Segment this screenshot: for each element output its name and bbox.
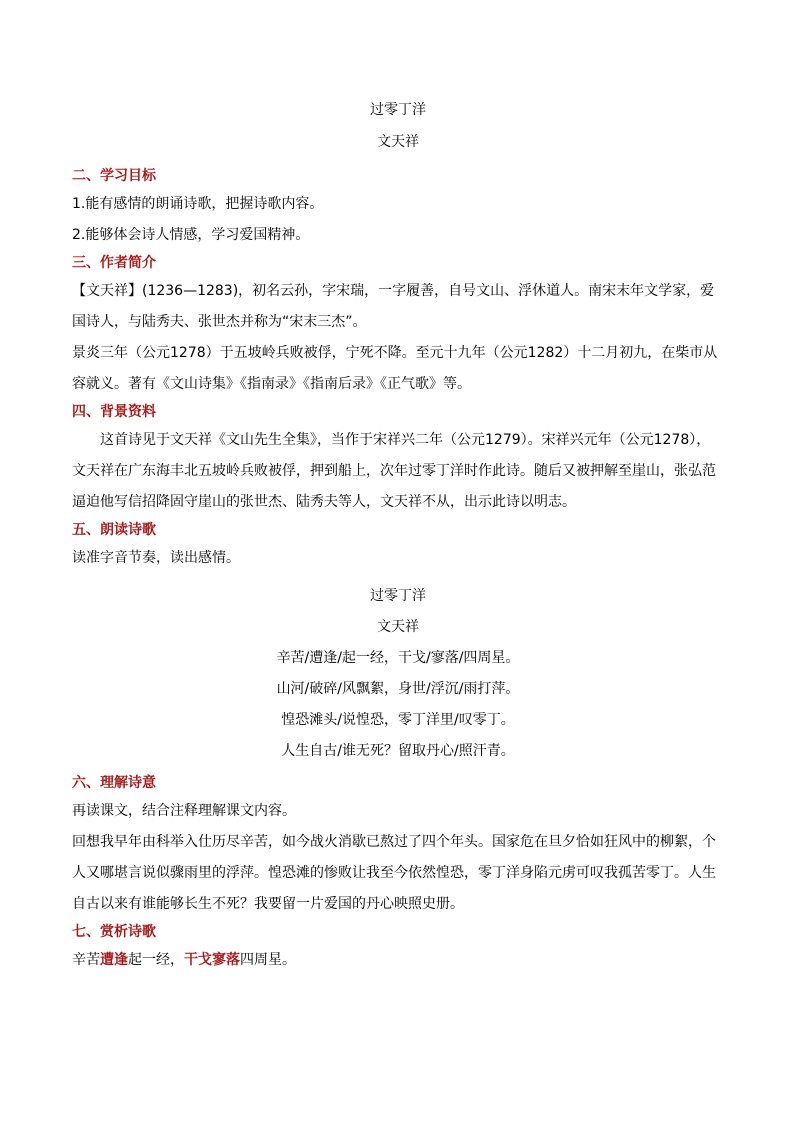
understand-instruction: 再读课文，结合注释理解课文内容。 [72, 803, 296, 819]
section-heading-appreciate: 七、赏析诗歌 [72, 924, 156, 940]
reading-instruction: 读准字音节奏，读出感情。 [72, 550, 240, 566]
goal-item: 1.能有感情的朗诵诗歌，把握诗歌内容。 [72, 196, 324, 212]
translation-paragraph: 回想我早年由科举入仕历尽辛苦，如今战火消歇已熬过了四个年头。国家危在旦夕恰如狂风中的柳絮，个人又哪堪言说似骤雨里的浮萍。惶恐滩的惨败让我至今依然惶恐，零丁洋身陷元虏可叹我孤苦零丁。人生自古以来有谁能够长生不死？我要留一片爱国的丹心映照史册。 [72, 834, 716, 912]
intro-paragraph: 【文天祥】(1236—1283)，初名云孙，字宋瑞，一字履善，自号文山、浮休道人。南宋末年文学家，爱国诗人，与陆秀夫、张世杰并称为“宋末三杰”。 [72, 283, 715, 330]
section-heading-intro: 三、作者简介 [72, 255, 156, 271]
section-heading-reading: 五、朗读诗歌 [72, 522, 156, 538]
line-text: 起一经， [128, 952, 184, 968]
highlight-word: 干戈寥落 [184, 952, 240, 968]
section-heading-goals: 二、学习目标 [72, 168, 156, 184]
poem-line: 惶恐滩头/说惶恐，零丁洋里/叹零丁。 [281, 712, 515, 728]
poem-title: 过零丁洋 [370, 588, 426, 604]
line-text: 四周星。 [240, 952, 296, 968]
appreciate-line [72, 945, 724, 976]
poem-author: 文天祥 [377, 619, 419, 635]
intro-paragraph: 景炎三年（公元1278）于五坡岭兵败被俘，宁死不降。至元十九年（公元1282）十二月初九，在柴市从容就义。著有《文山诗集》《指南录》《指南后录》《正气歌》等。 [72, 345, 718, 392]
document-page [72, 100, 724, 976]
goal-item: 2.能够体会诗人情感，学习爱国精神。 [72, 227, 310, 243]
section-heading-background: 四、背景资料 [72, 404, 156, 420]
poem-line: 人生自古/谁无死？留取丹心/照汗青。 [281, 743, 515, 759]
highlight-word: 遭逢 [100, 952, 128, 968]
poem-line: 山河/破碎/风飘絮，身世/浮沉/雨打萍。 [276, 681, 520, 697]
document-author: 文天祥 [377, 134, 419, 150]
document-title: 过零丁洋 [370, 102, 426, 118]
poem-line: 辛苦/遭逢/起一经，干戈/寥落/四周星。 [276, 650, 520, 666]
line-text: 辛苦 [72, 952, 100, 968]
background-paragraph: 这首诗见于文天祥《文山先生全集》，当作于宋祥兴二年（公元1279）。宋祥兴元年（公元1278），文天祥在广东海丰北五坡岭兵败被俘，押到船上，次年过零丁洋时作此诗。随后又被押解至崖山，张弘范逼迫他写信招降固守崖山的张世杰、陆秀夫等人，文天祥不从，出示此诗以明志。 [72, 432, 716, 510]
section-heading-understand: 六、理解诗意 [72, 775, 156, 791]
